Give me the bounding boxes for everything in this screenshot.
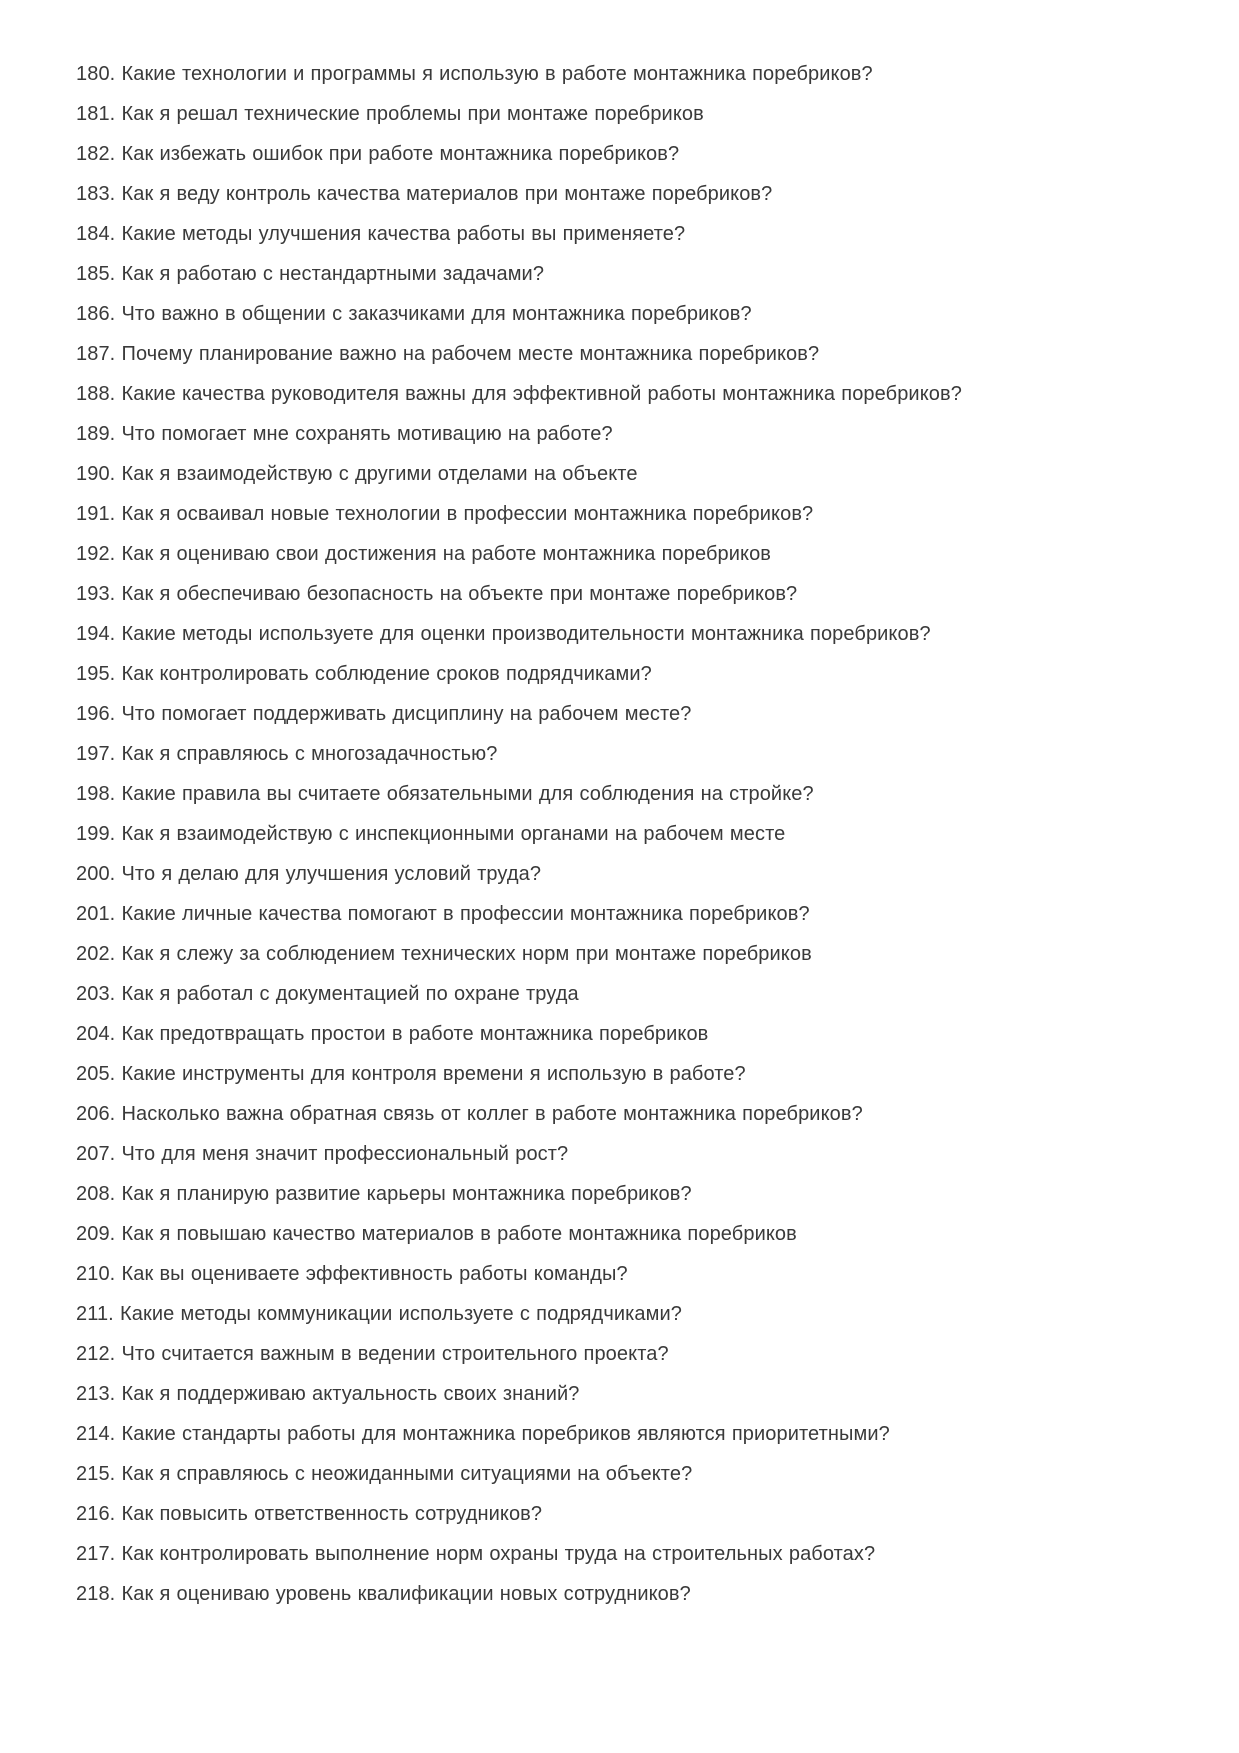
list-item: 200. Что я делаю для улучшения условий труда? (76, 863, 542, 885)
list-item: 205. Какие инструменты для контроля времени я использую в работе? (76, 1063, 746, 1085)
list-item: 185. Как я работаю с нестандартными задачами? (76, 263, 545, 285)
list-item: 201. Какие личные качества помогают в профессии монтажника поребриков? (76, 903, 810, 925)
list-item: 215. Как я справляюсь с неожиданными ситуациями на объекте? (76, 1463, 693, 1485)
question-list (76, 54, 1109, 1614)
list-item: 180. Какие технологии и программы я использую в работе монтажника поребриков? (76, 63, 873, 85)
list-item: 216. Как повысить ответственность сотрудников? (76, 1503, 543, 1525)
list-item: 207. Что для меня значит профессиональный рост? (76, 1143, 569, 1165)
list-item: 214. Какие стандарты работы для монтажника поребриков являются приоритетными? (76, 1423, 890, 1445)
list-item: 210. Как вы оцениваете эффективность работы команды? (76, 1263, 628, 1285)
list-item: 204. Как предотвращать простои в работе монтажника поребриков (76, 1023, 709, 1045)
list-item: 212. Что считается важным в ведении строительного проекта? (76, 1343, 669, 1365)
list-item: 193. Как я обеспечиваю безопасность на объекте при монтаже поребриков? (76, 583, 798, 605)
list-item: 213. Как я поддерживаю актуальность своих знаний? (76, 1383, 580, 1405)
list-item: 211. Какие методы коммуникации используете с подрядчиками? (76, 1303, 682, 1325)
list-item: 209. Как я повышаю качество материалов в работе монтажника поребриков (76, 1223, 797, 1245)
list-item: 208. Как я планирую развитие карьеры монтажника поребриков? (76, 1183, 692, 1205)
list-item: 192. Как я оцениваю свои достижения на работе монтажника поребриков (76, 543, 772, 565)
list-item: 202. Как я слежу за соблюдением технических норм при монтаже поребриков (76, 943, 812, 965)
list-item: 181. Как я решал технические проблемы при монтаже поребриков (76, 103, 704, 125)
list-item: 191. Как я осваивал новые технологии в профессии монтажника поребриков? (76, 503, 814, 525)
list-item: 188. Какие качества руководителя важны для эффективной работы монтажника поребриков? (76, 383, 962, 405)
list-item: 199. Как я взаимодействую с инспекционными органами на рабочем месте (76, 823, 786, 845)
list-item: 187. Почему планирование важно на рабочем месте монтажника поребриков? (76, 343, 820, 365)
list-item: 183. Как я веду контроль качества материалов при монтаже поребриков? (76, 183, 773, 205)
list-item: 203. Как я работал с документацией по охране труда (76, 983, 579, 1005)
list-item: 197. Как я справляюсь с многозадачностью? (76, 743, 498, 765)
list-item: 195. Как контролировать соблюдение сроков подрядчиками? (76, 663, 652, 685)
list-item: 190. Как я взаимодействую с другими отделами на объекте (76, 463, 638, 485)
list-item: 218. Как я оцениваю уровень квалификации новых сотрудников? (76, 1583, 691, 1605)
list-item: 182. Как избежать ошибок при работе монтажника поребриков? (76, 143, 680, 165)
list-item: 198. Какие правила вы считаете обязательными для соблюдения на стройке? (76, 783, 814, 805)
list-item: 184. Какие методы улучшения качества работы вы применяете? (76, 223, 686, 245)
list-item: 217. Как контролировать выполнение норм охраны труда на строительных работах? (76, 1543, 876, 1565)
list-item: 196. Что помогает поддерживать дисциплину на рабочем месте? (76, 703, 692, 725)
list-item: 194. Какие методы используете для оценки производительности монтажника поребриков? (76, 623, 931, 645)
list-item: 189. Что помогает мне сохранять мотивацию на работе? (76, 423, 613, 445)
list-item: 206. Насколько важна обратная связь от коллег в работе монтажника поребриков? (76, 1103, 863, 1125)
list-item: 186. Что важно в общении с заказчиками для монтажника поребриков? (76, 303, 752, 325)
